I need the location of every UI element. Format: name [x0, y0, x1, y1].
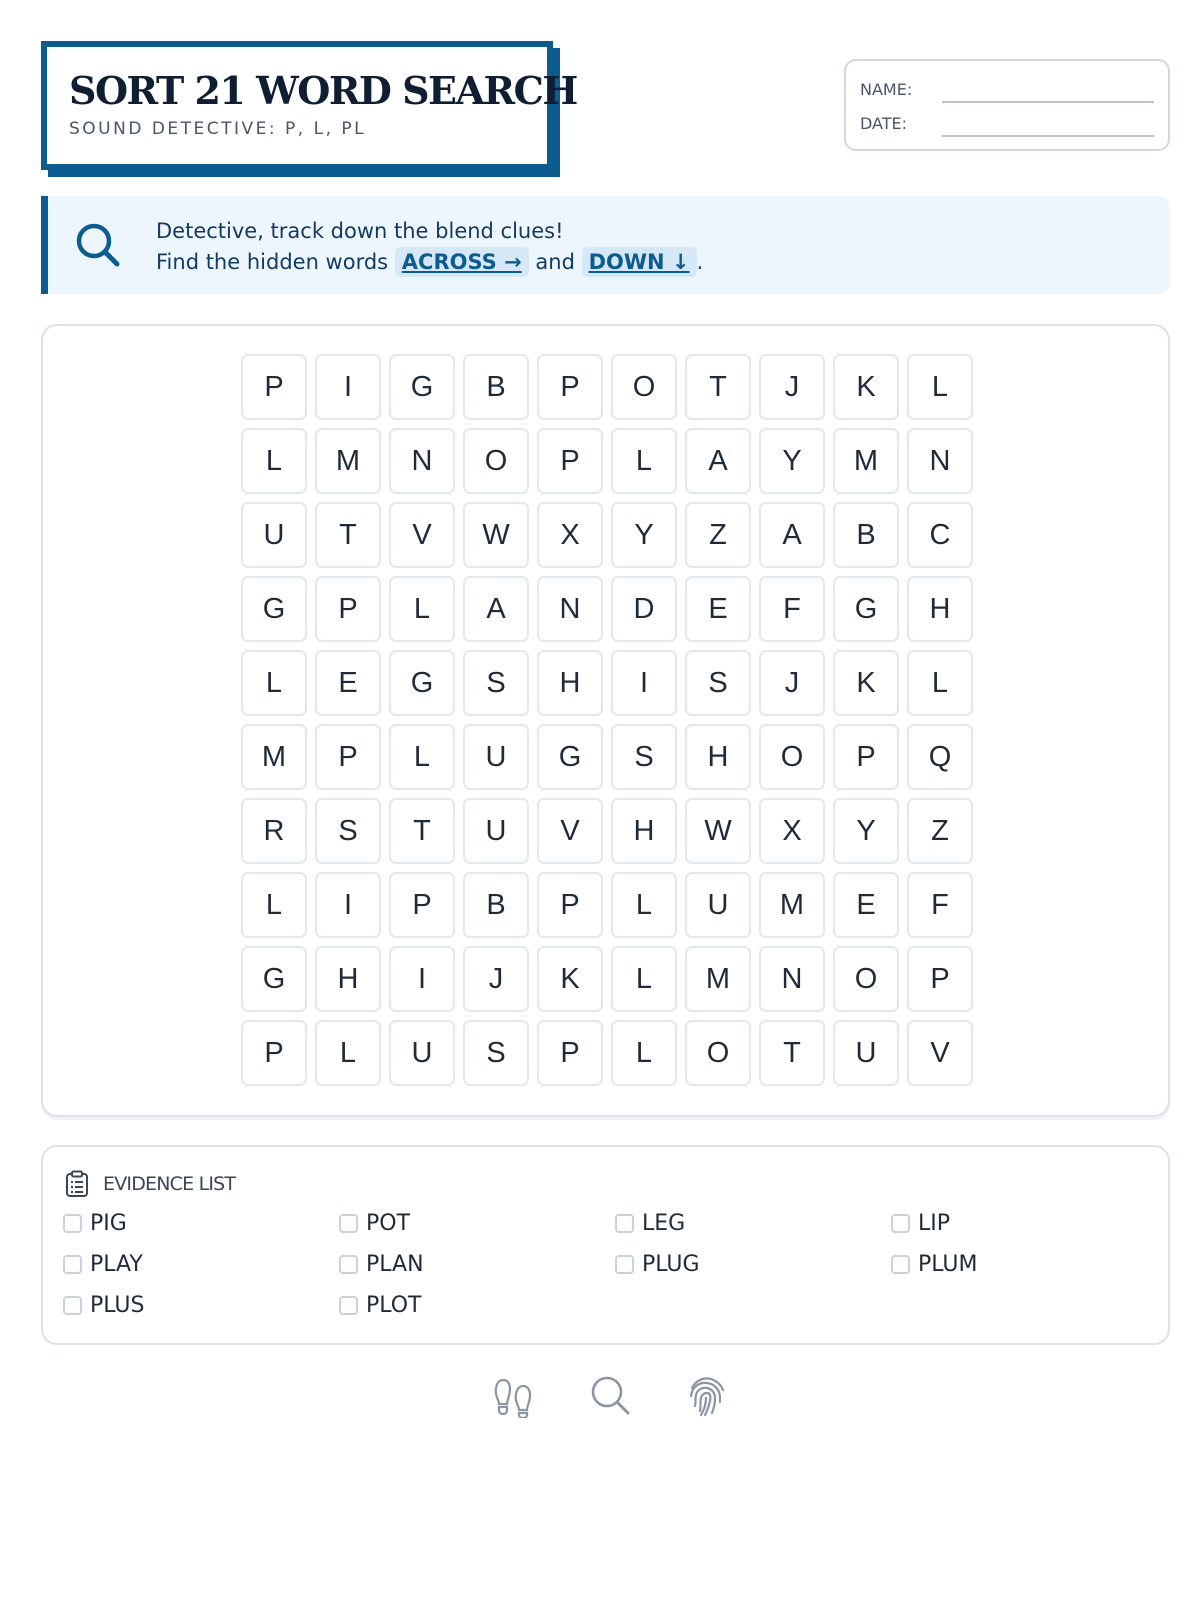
evidence-checkbox[interactable]: [63, 1255, 82, 1274]
grid-cell[interactable]: S: [315, 798, 381, 864]
grid-cell[interactable]: W: [463, 502, 529, 568]
grid-cell[interactable]: L: [241, 428, 307, 494]
evidence-item: [891, 1203, 1167, 1244]
grid-cell[interactable]: L: [241, 650, 307, 716]
grid-cell[interactable]: I: [389, 946, 455, 1012]
magnifier-icon: [73, 220, 123, 270]
grid-cell[interactable]: M: [685, 946, 751, 1012]
grid-cell[interactable]: B: [463, 872, 529, 938]
grid-cell[interactable]: C: [907, 502, 973, 568]
grid-cell[interactable]: G: [241, 576, 307, 642]
grid-cell[interactable]: H: [537, 650, 603, 716]
grid-cell[interactable]: E: [685, 576, 751, 642]
grid-cell[interactable]: P: [315, 724, 381, 790]
instruction-suffix: .: [696, 250, 704, 274]
grid-cell[interactable]: U: [685, 872, 751, 938]
grid-cell[interactable]: S: [463, 650, 529, 716]
grid-cell[interactable]: D: [611, 576, 677, 642]
evidence-list: [41, 1145, 1170, 1345]
evidence-word: PLUS: [90, 1293, 145, 1318]
evidence-checkbox[interactable]: [63, 1214, 82, 1233]
grid-cell[interactable]: P: [907, 946, 973, 1012]
evidence-word: PIG: [90, 1211, 127, 1236]
grid-cell[interactable]: P: [389, 872, 455, 938]
letter-grid: [241, 354, 973, 1086]
grid-cell[interactable]: S: [611, 724, 677, 790]
grid-cell[interactable]: G: [389, 354, 455, 420]
grid-cell[interactable]: Z: [907, 798, 973, 864]
footprints-icon: [490, 1372, 536, 1418]
grid-cell[interactable]: O: [463, 428, 529, 494]
grid-cell[interactable]: K: [833, 354, 899, 420]
grid-cell[interactable]: L: [611, 872, 677, 938]
evidence-item: [339, 1285, 615, 1326]
grid-cell[interactable]: M: [241, 724, 307, 790]
grid-cell[interactable]: L: [241, 872, 307, 938]
evidence-word: PLUG: [642, 1252, 700, 1277]
grid-cell[interactable]: M: [315, 428, 381, 494]
footer-icons: [490, 1370, 730, 1420]
date-label: DATE:: [860, 114, 908, 133]
grid-cell[interactable]: O: [759, 724, 825, 790]
across-label: ACROSS →: [395, 247, 529, 277]
grid-cell[interactable]: U: [241, 502, 307, 568]
grid-cell[interactable]: N: [907, 428, 973, 494]
and-text: and: [535, 250, 575, 274]
grid-cell[interactable]: X: [759, 798, 825, 864]
down-label: DOWN ↓: [582, 247, 697, 277]
grid-cell[interactable]: I: [315, 872, 381, 938]
evidence-item: [339, 1203, 615, 1244]
grid-cell[interactable]: L: [389, 576, 455, 642]
evidence-checkbox[interactable]: [891, 1255, 910, 1274]
evidence-checkbox[interactable]: [615, 1214, 634, 1233]
evidence-title: EVIDENCE LIST: [103, 1173, 236, 1195]
grid-cell[interactable]: A: [685, 428, 751, 494]
title-box: [41, 41, 577, 170]
name-field[interactable]: [942, 101, 1154, 103]
grid-cell[interactable]: S: [463, 1020, 529, 1086]
evidence-item: [63, 1203, 339, 1244]
grid-cell[interactable]: X: [537, 502, 603, 568]
grid-cell[interactable]: T: [389, 798, 455, 864]
grid-cell[interactable]: U: [389, 1020, 455, 1086]
grid-cell[interactable]: F: [907, 872, 973, 938]
grid-cell[interactable]: P: [241, 354, 307, 420]
grid-cell[interactable]: P: [537, 428, 603, 494]
grid-cell[interactable]: Z: [685, 502, 751, 568]
grid-cell[interactable]: G: [833, 576, 899, 642]
clipboard-icon: [65, 1170, 89, 1198]
page-title: SORT 21 WORD SEARCH: [69, 68, 577, 113]
grid-cell[interactable]: E: [833, 872, 899, 938]
grid-cell[interactable]: N: [389, 428, 455, 494]
name-row: [860, 75, 1154, 105]
instruction-text: [156, 216, 703, 278]
evidence-word: POT: [366, 1211, 411, 1236]
grid-cell[interactable]: H: [685, 724, 751, 790]
grid-cell[interactable]: L: [907, 650, 973, 716]
grid-cell[interactable]: L: [611, 946, 677, 1012]
evidence-checkbox[interactable]: [339, 1214, 358, 1233]
grid-cell[interactable]: L: [611, 1020, 677, 1086]
name-label: NAME:: [860, 80, 913, 99]
date-field[interactable]: [942, 135, 1154, 137]
grid-cell[interactable]: Q: [907, 724, 973, 790]
student-info-box: [844, 59, 1170, 151]
evidence-word: PLOT: [366, 1293, 422, 1318]
evidence-checkbox[interactable]: [891, 1214, 910, 1233]
grid-cell[interactable]: E: [315, 650, 381, 716]
grid-cell[interactable]: W: [685, 798, 751, 864]
evidence-item: [615, 1203, 891, 1244]
grid-cell[interactable]: Y: [611, 502, 677, 568]
grid-cell[interactable]: B: [833, 502, 899, 568]
evidence-checkbox[interactable]: [615, 1255, 634, 1274]
evidence-item: [339, 1244, 615, 1285]
evidence-checkbox[interactable]: [63, 1296, 82, 1315]
grid-cell[interactable]: N: [537, 576, 603, 642]
evidence-item: [891, 1244, 1167, 1285]
grid-cell[interactable]: P: [537, 1020, 603, 1086]
grid-cell[interactable]: P: [537, 354, 603, 420]
grid-cell[interactable]: O: [685, 1020, 751, 1086]
grid-cell[interactable]: H: [315, 946, 381, 1012]
grid-cell[interactable]: V: [537, 798, 603, 864]
grid-cell[interactable]: S: [685, 650, 751, 716]
grid-cell[interactable]: L: [389, 724, 455, 790]
grid-cell[interactable]: F: [759, 576, 825, 642]
grid-cell[interactable]: A: [759, 502, 825, 568]
fingerprint-icon: [684, 1372, 730, 1418]
evidence-checkbox[interactable]: [339, 1255, 358, 1274]
grid-cell[interactable]: L: [611, 428, 677, 494]
grid-cell[interactable]: K: [833, 650, 899, 716]
word-search-panel: [41, 324, 1170, 1117]
grid-cell[interactable]: G: [389, 650, 455, 716]
evidence-header: [65, 1169, 235, 1199]
magnifier-icon: [587, 1372, 633, 1418]
grid-cell[interactable]: I: [315, 354, 381, 420]
evidence-item: [63, 1244, 339, 1285]
grid-cell[interactable]: M: [759, 872, 825, 938]
grid-cell[interactable]: P: [315, 576, 381, 642]
instruction-line-2: [156, 247, 703, 278]
grid-cell[interactable]: R: [241, 798, 307, 864]
grid-cell[interactable]: B: [463, 354, 529, 420]
grid-cell[interactable]: G: [241, 946, 307, 1012]
evidence-word: PLAY: [90, 1252, 143, 1277]
evidence-item: [615, 1244, 891, 1285]
grid-cell[interactable]: N: [759, 946, 825, 1012]
instruction-banner: [41, 196, 1170, 294]
grid-cell[interactable]: J: [759, 354, 825, 420]
evidence-word: PLUM: [918, 1252, 978, 1277]
page-subtitle: SOUND DETECTIVE: P, L, PL: [69, 119, 367, 139]
evidence-words: [63, 1203, 1167, 1326]
grid-cell[interactable]: V: [389, 502, 455, 568]
grid-cell[interactable]: O: [611, 354, 677, 420]
grid-cell[interactable]: O: [833, 946, 899, 1012]
evidence-word: LEG: [642, 1211, 686, 1236]
grid-cell[interactable]: M: [833, 428, 899, 494]
grid-cell[interactable]: L: [907, 354, 973, 420]
evidence-word: LIP: [918, 1211, 951, 1236]
grid-cell[interactable]: U: [463, 724, 529, 790]
date-row: [860, 109, 1154, 139]
grid-cell[interactable]: U: [463, 798, 529, 864]
instruction-line-1: Detective, track down the blend clues!: [156, 219, 564, 243]
grid-cell[interactable]: G: [537, 724, 603, 790]
grid-cell[interactable]: Y: [759, 428, 825, 494]
grid-cell[interactable]: L: [315, 1020, 381, 1086]
instruction-prefix: Find the hidden words: [156, 250, 389, 274]
grid-cell[interactable]: J: [463, 946, 529, 1012]
grid-cell[interactable]: T: [759, 1020, 825, 1086]
grid-cell[interactable]: V: [907, 1020, 973, 1086]
grid-cell[interactable]: P: [537, 872, 603, 938]
grid-cell[interactable]: I: [611, 650, 677, 716]
grid-cell[interactable]: P: [241, 1020, 307, 1086]
grid-cell[interactable]: Y: [833, 798, 899, 864]
evidence-word: PLAN: [366, 1252, 424, 1277]
evidence-item: [63, 1285, 339, 1326]
grid-cell[interactable]: H: [611, 798, 677, 864]
grid-cell[interactable]: U: [833, 1020, 899, 1086]
grid-cell[interactable]: A: [463, 576, 529, 642]
grid-cell[interactable]: H: [907, 576, 973, 642]
grid-cell[interactable]: J: [759, 650, 825, 716]
grid-cell[interactable]: P: [833, 724, 899, 790]
grid-cell[interactable]: T: [685, 354, 751, 420]
grid-cell[interactable]: K: [537, 946, 603, 1012]
grid-cell[interactable]: T: [315, 502, 381, 568]
evidence-checkbox[interactable]: [339, 1296, 358, 1315]
